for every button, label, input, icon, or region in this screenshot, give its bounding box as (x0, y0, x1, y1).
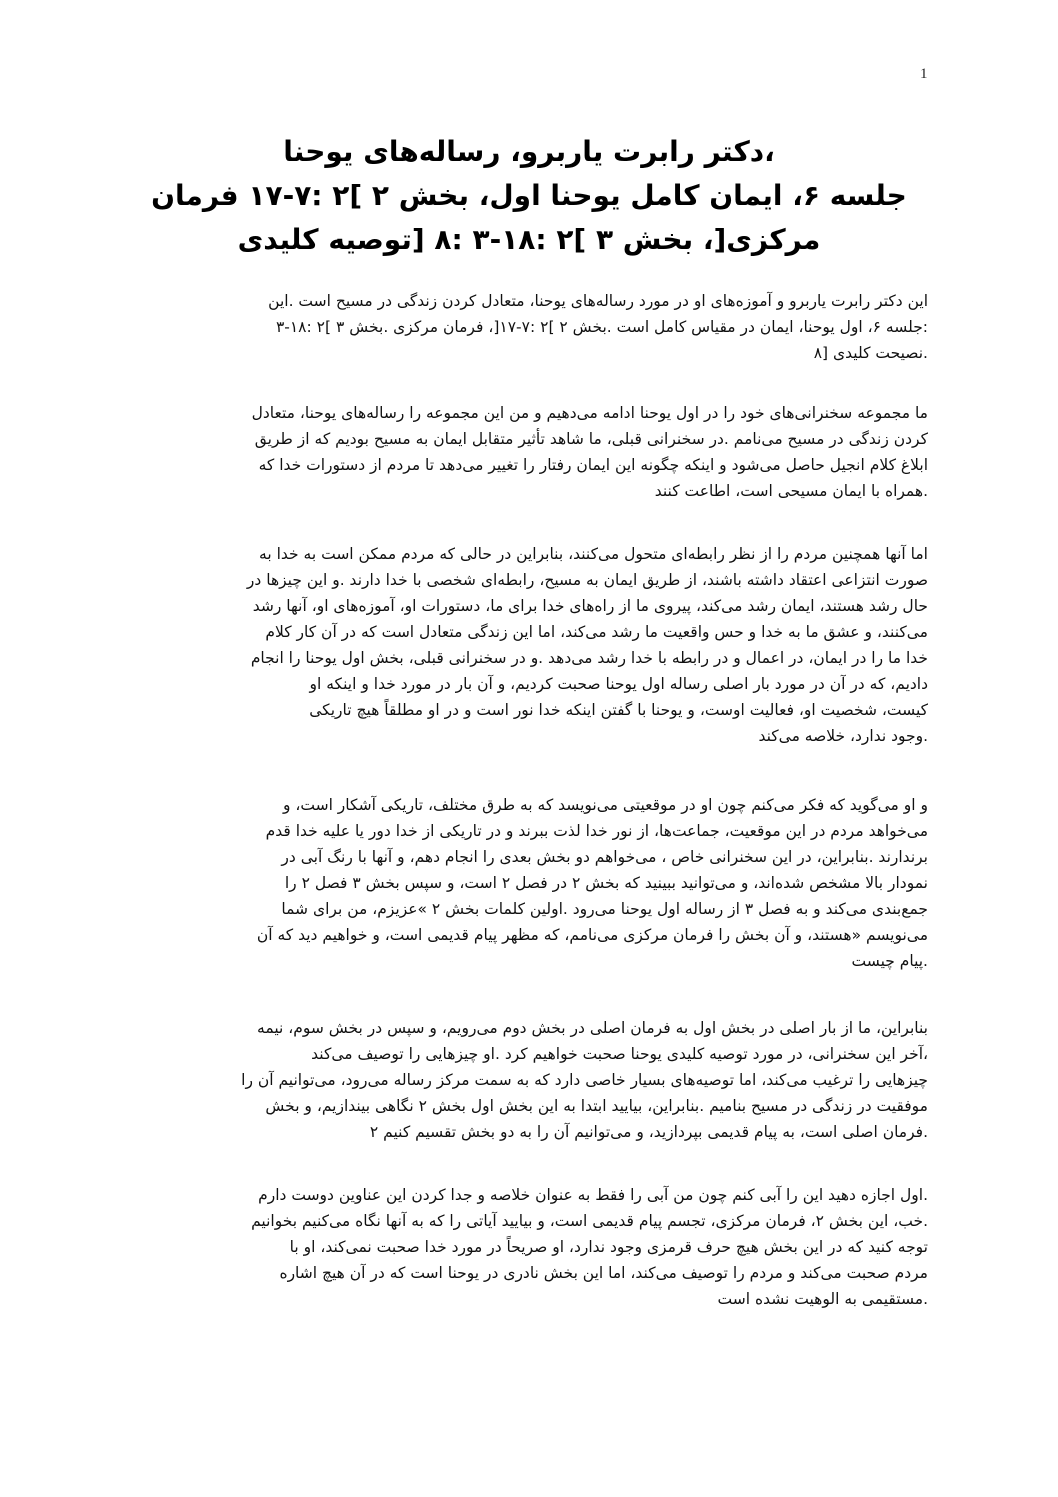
text-line: بنابراین، ما از بار اصلی در بخش اول به فرمان اصلی در بخش دوم می‌رویم، و سپس در بخش سوم، نیمه (257, 1019, 928, 1037)
text-line: .نصیحت کلیدی [۸ (813, 344, 928, 362)
paragraph-intro (128, 288, 928, 366)
text-line: برندارند .بنابراین، در این سخنرانی خاص ، می‌خواهم دو بخش بعدی را انجام دهم، و آنها با رنگ آبی در (281, 848, 928, 866)
text-line: می‌خواهد مردم در این موقعیت، جماعت‌ها، از نور خدا لذت ببرند و در تاریکی از خدا دور یا علیه خدا قدم (265, 822, 928, 840)
text-line: کیست، شخصیت او، فعالیت اوست، و یوحنا با گفتن اینکه خدا نور است و در او مطلقاً هیچ تاریکی (309, 701, 928, 719)
text-line: .خب، این بخش ۲، فرمان مرکزی، تجسم پیام قدیمی است، و بیایید آیاتی را که به آنها نگاه می‌کنیم بخوانیم (251, 1212, 928, 1230)
text-line: .همراه با ایمان مسیحی است، اطاعت کنند (654, 482, 928, 500)
title-line: ،دکتر رابرت یاربرو، رساله‌های یوحنا (283, 135, 775, 168)
page-number: 1 (920, 66, 928, 82)
text-line: نمودار بالا مشخص شده‌اند، و می‌توانید ببینید که بخش ۲ در فصل ۲ است، و سپس بخش ۳ فصل ۲ را (284, 874, 928, 892)
text-line: خدا ما را در ایمان، در اعمال و در رابطه با خدا رشد می‌دهد .و در سخنرانی قبلی، بخش اول یوحنا را انجام (250, 649, 928, 667)
text-line: .فرمان اصلی است، به پیام قدیمی بپردازید، و می‌توانیم آن را به دو بخش تقسیم کنیم ۲ (369, 1123, 928, 1141)
text-line: .مستقیمی به الوهیت نشده است (717, 1290, 928, 1308)
paragraph-3 (128, 541, 928, 749)
text-line: مردم صحبت می‌کند و مردم را توصیف می‌کند، اما این بخش نادری در یوحنا است که در آن هیچ اشاره (279, 1264, 928, 1282)
text-line: .پیام چیست (851, 952, 928, 970)
text-line: حال رشد هستند، ایمان رشد می‌کند، پیروی ما از راه‌های خدا برای ما، دستورات او، آموزه‌های او، آنها رشد (252, 597, 928, 615)
title-line: جلسه ۶، ایمان کامل یوحنا اول، بخش ۲ ]۲ :۷-۱۷ فرمان (151, 179, 907, 212)
text-line: جمع‌بندی می‌کند و به فصل ۳ از رساله اول یوحنا می‌رود .اولین کلمات بخش ۲ »عزیزم، من برای شما (281, 900, 928, 918)
text-line: ،آخر این سخنرانی، در مورد توصیه کلیدی یوحنا صحبت خواهیم کرد .او چیزهایی را توصیف می‌کند (311, 1045, 928, 1063)
text-line: دادیم، که در آن در مورد بار اصلی رساله اول یوحنا صحبت کردیم، و آن بار در مورد خدا و اینکه او (309, 675, 928, 693)
text-line: این دکتر رابرت یاربرو و آموزه‌های او در مورد رساله‌های یوحنا، متعادل کردن زندگی در مسیح است .این (268, 292, 928, 310)
text-line: ابلاغ کلام انجیل حاصل می‌شود و اینکه چگونه این ایمان رفتار را تغییر می‌دهد تا مردم از دستورات خدا که (258, 456, 928, 474)
document-title (120, 130, 938, 262)
text-line: .اول اجازه دهید این را آبی کنم چون من آبی را فقط به عنوان خلاصه و جدا کردن این عناوین دوست دارم (258, 1186, 928, 1204)
paragraph-4 (128, 792, 928, 974)
text-line: اما آنها همچنین مردم را از نظر رابطه‌ای متحول می‌کنند، بنابراین در حالی که مردم ممکن است به خدا به (259, 545, 928, 563)
text-line: موفقیت در زندگی در مسیح بنامیم .بنابراین، بیایید ابتدا به این بخش اول بخش ۲ نگاهی بیندازیم، و بخش (265, 1097, 928, 1115)
text-line: چیزهایی را ترغیب می‌کند، اما توصیه‌های بسیار خاصی دارد که به سمت مرکز رساله می‌رود، می‌توانیم آن را (241, 1071, 928, 1089)
paragraph-5 (128, 1015, 928, 1145)
text-line: .وجود ندارد، خلاصه می‌کند (758, 727, 928, 745)
paragraph-6 (128, 1182, 928, 1312)
text-line: کردن زندگی در مسیح می‌نامم .در سخنرانی قبلی، ما شاهد تأثیر متقابل ایمان به مسیح بودیم که از طریق (254, 430, 928, 448)
text-line: و او می‌گوید که فکر می‌کنم چون او در موقعیتی می‌نویسد که به طرق مختلف، تاریکی آشکار است، و (282, 796, 928, 814)
text-line: توجه کنید که در این بخش هیچ حرف قرمزی وجود ندارد، او صریحاً در مورد خدا صحبت نمی‌کند، او با (289, 1238, 928, 1256)
text-line: می‌نویسم «هستند، و آن بخش را فرمان مرکزی می‌نامم، که مظهر پیام قدیمی است، و خواهیم دید که آن (256, 926, 928, 944)
paragraph-2 (128, 400, 928, 504)
text-line: :جلسه ۶، اول یوحنا، ایمان در مقیاس کامل است .بخش ۲ ]۲ :۷-۱۷[، فرمان مرکزی .بخش ۳ ]۲ :۱۸-۳ (275, 318, 928, 336)
text-line: می‌کنند، و عشق ما به خدا و حس واقعیت ما رشد می‌کند، اما این زندگی متعادل است که در آن کار کلام (265, 623, 928, 641)
text-line: صورت انتزاعی اعتقاد داشته باشند، از طریق ایمان به مسیح، رابطه‌ای شخصی با خدا دارند .و این چیزها در (246, 571, 928, 589)
text-line: ما مجموعه سخنرانی‌های خود را در اول یوحنا ادامه می‌دهیم و من این مجموعه را رساله‌های یوحنا، متعادل (251, 404, 928, 422)
title-line: مرکزی[، بخش ۳ ]۲ :۱۸-۳ :۸ [توصیه کلیدی (237, 223, 821, 256)
